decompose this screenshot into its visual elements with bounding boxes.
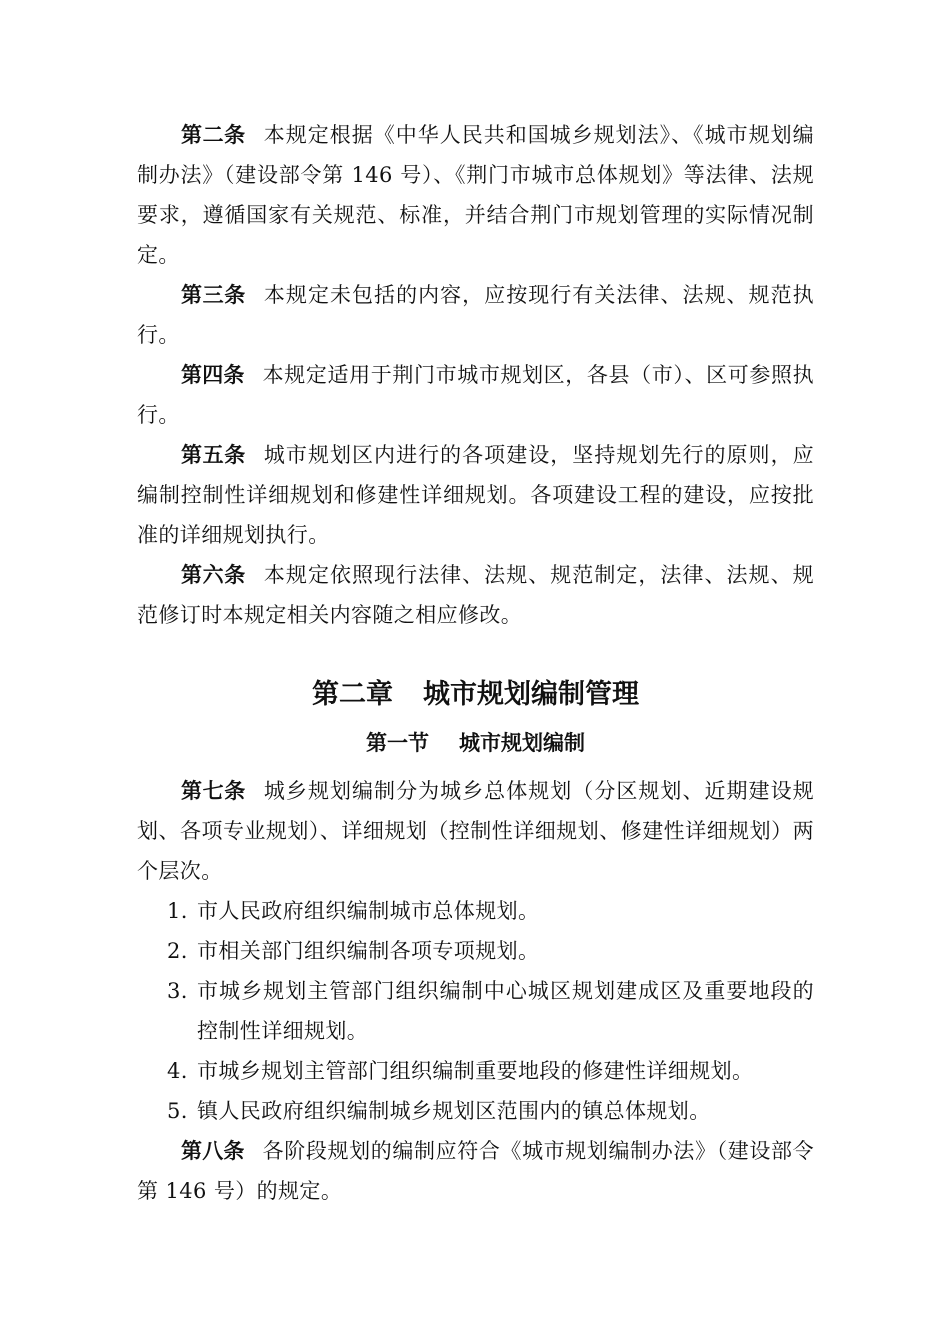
list-item-text: 市城乡规划主管部门组织编制重要地段的修建性详细规划。 — [197, 1059, 754, 1083]
article-label: 第四条 — [181, 363, 245, 387]
article-text: 城乡规划编制分为城乡总体规划（分区规划、近期建设规划、各项专业规划）、详细规划（控制性详细规划、修建性详细规划）两个层次。 — [137, 779, 814, 883]
list-item-text: 市相关部门组织编制各项专项规划。 — [197, 939, 540, 963]
list-item-text: 市城乡规划主管部门组织编制中心城区规划建成区及重要地段的控制性详细规划。 — [197, 979, 814, 1043]
article-6 — [137, 555, 814, 635]
chapter-name: 城市规划编制管理 — [423, 679, 639, 710]
section-name: 城市规划编制 — [459, 731, 585, 755]
list-item-number: 5. — [167, 1099, 188, 1123]
list-item — [137, 931, 814, 971]
list-item-text: 镇人民政府组织编制城乡规划区范围内的镇总体规划。 — [197, 1099, 711, 1123]
section-number: 第一节 — [366, 731, 429, 755]
list-item-number: 1. — [167, 899, 188, 923]
article-8 — [137, 1131, 814, 1211]
numbered-list — [137, 891, 814, 1131]
article-label: 第二条 — [181, 123, 246, 147]
article-label: 第八条 — [181, 1139, 245, 1163]
article-label: 第五条 — [181, 443, 246, 467]
list-item-number: 3. — [167, 979, 188, 1003]
article-label: 第七条 — [181, 779, 246, 803]
article-text: 城市规划区内进行的各项建设，坚持规划先行的原则，应编制控制性详细规划和修建性详细规划。各项建设工程的建设，应按批准的详细规划执行。 — [137, 443, 814, 547]
section-title — [137, 723, 814, 763]
article-3 — [137, 275, 814, 355]
article-text: 本规定未包括的内容，应按现行有关法律、法规、规范执行。 — [137, 283, 814, 347]
article-text: 本规定依照现行法律、法规、规范制定，法律、法规、规范修订时本规定相关内容随之相应修改。 — [137, 563, 814, 627]
chapter-number: 第二章 — [312, 679, 393, 710]
list-item — [137, 971, 814, 1051]
article-label: 第六条 — [181, 563, 246, 587]
article-2 — [137, 115, 814, 275]
list-item — [137, 1091, 814, 1131]
article-label: 第三条 — [181, 283, 246, 307]
list-item-text: 市人民政府组织编制城市总体规划。 — [197, 899, 540, 923]
list-item-number: 2. — [167, 939, 188, 963]
article-text: 本规定根据《中华人民共和国城乡规划法》、《城市规划编制办法》（建设部令第 146 号）、《荆门市城市总体规划》等法律、法规要求，遵循国家有关规范、标准，并结合荆门市规划管理的实际情况制定。 — [137, 123, 814, 267]
list-item — [137, 1051, 814, 1091]
article-7 — [137, 771, 814, 891]
article-5 — [137, 435, 814, 555]
chapter-title — [137, 675, 814, 715]
article-text: 各阶段规划的编制应符合《城市规划编制办法》（建设部令 第 146 号）的规定。 — [137, 1139, 814, 1203]
list-item — [137, 891, 814, 931]
list-item-number: 4. — [167, 1059, 188, 1083]
article-text: 本规定适用于荆门市城市规划区，各县（市）、区可参照执行。 — [137, 363, 814, 427]
article-4 — [137, 355, 814, 435]
document-page — [137, 115, 814, 1211]
